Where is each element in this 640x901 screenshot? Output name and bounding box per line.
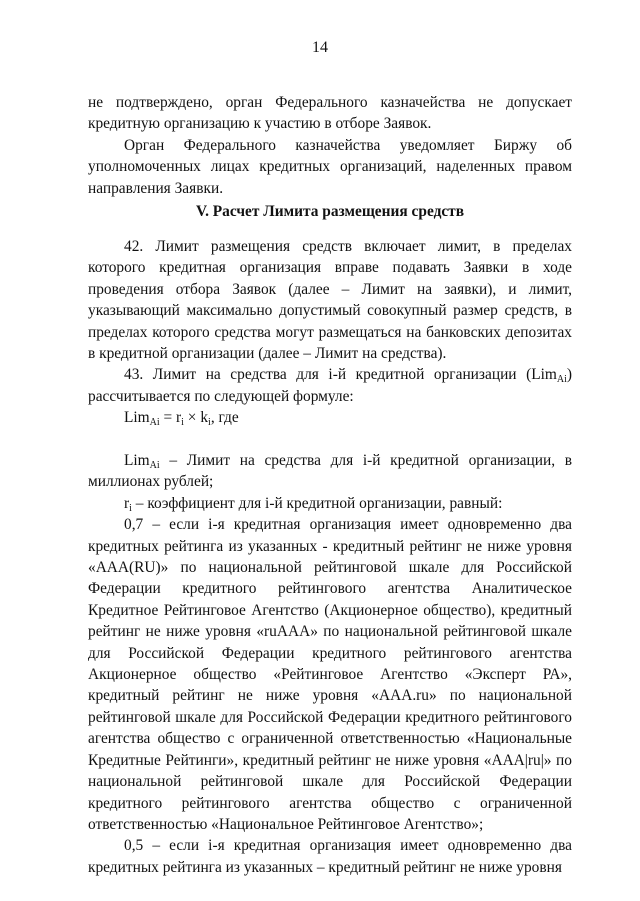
paragraph-43-prefix: 43. Лимит на средства для i-й кредитной организации (Lim — [124, 366, 557, 384]
paragraph-43-suffix: ) рассчитывается по следующей формуле: — [88, 366, 572, 405]
coefficient-case-0-5: 0,5 – если i-я кредитная организация имеет одновременно два кредитных рейтинга из указанных – кредитный рейтинг не ниже уровня — [88, 837, 572, 876]
definitions-block — [88, 450, 572, 878]
intro-paragraph-2: Орган Федерального казначейства уведомляет Биржу об уполномоченных лицах кредитных организаций, наделенных правом направления Заявки. — [88, 136, 572, 197]
limit-formula: $Lim_{Ai} = r_i \times k_i$, где — [124, 409, 239, 428]
coefficient-case-0-7: 0,7 – если i-я кредитная организация имеет одновременно два кредитных рейтинга из указанных - кредитный рейтинг не ниже уровня «AAA(RU)» по национальной рейтинговой шкале для Российской Федерации кредитного рейтингового агентства Аналитическое Кредитное Рейтинговое Агентство (Акционерное общество), кредитный рейтинг не ниже уровня «ruAAA» по национальной рейтинговой шкале для Российской Федерации кредитного рейтингового агентства Акционерное общество «Рейтинговое Агентство «Эксперт РА», кредитный рейтинг не ниже уровня «AAA.ru» по национальной рейтинговой шкале для Российской Федерации кредитного рейтингового агентства общество с ограниченной ответственностью «Национальные Кредитные Рейтинги», кредитный рейтинг не ниже уровня «AAA|ru|» по национальной рейтинговой шкале для Российской Федерации кредитного рейтингового агентства общество с ограниченной ответственностью «Национальное Рейтинговое Агентство»; — [88, 516, 572, 833]
definition-lim: Lim$_{Ai}$ – Лимит на средства для i-й кредитной организации, в миллионах рублей; — [88, 452, 572, 491]
page-number: 14 — [312, 39, 328, 56]
definition-r: $r_i$ – коэффициент для i-й кредитной организации, равный: — [124, 494, 503, 514]
section-heading: V. Расчет Лимита размещения средств — [195, 203, 465, 220]
paragraph-43-subscript: Ai — [556, 374, 567, 386]
intro-paragraph-1: не подтверждено, орган Федерального казначейства не допускает кредитную организацию к участию в отборе Заявок. — [88, 94, 572, 133]
body-block — [88, 236, 572, 407]
paragraph-43 — [88, 364, 572, 407]
intro-block — [88, 92, 572, 199]
paragraph-42: 42. Лимит размещения средств включает лимит, в пределах которого кредитная организация вправе подавать Заявки в ходе проведения отбора Заявок (далее – Лимит на заявки), и лимит, указывающий максимально допустимый совокупный размер средств, в пределах которого средства могут размещаться на банковских депозитах в кредитной организации (далее – Лимит на средства). — [88, 238, 572, 363]
